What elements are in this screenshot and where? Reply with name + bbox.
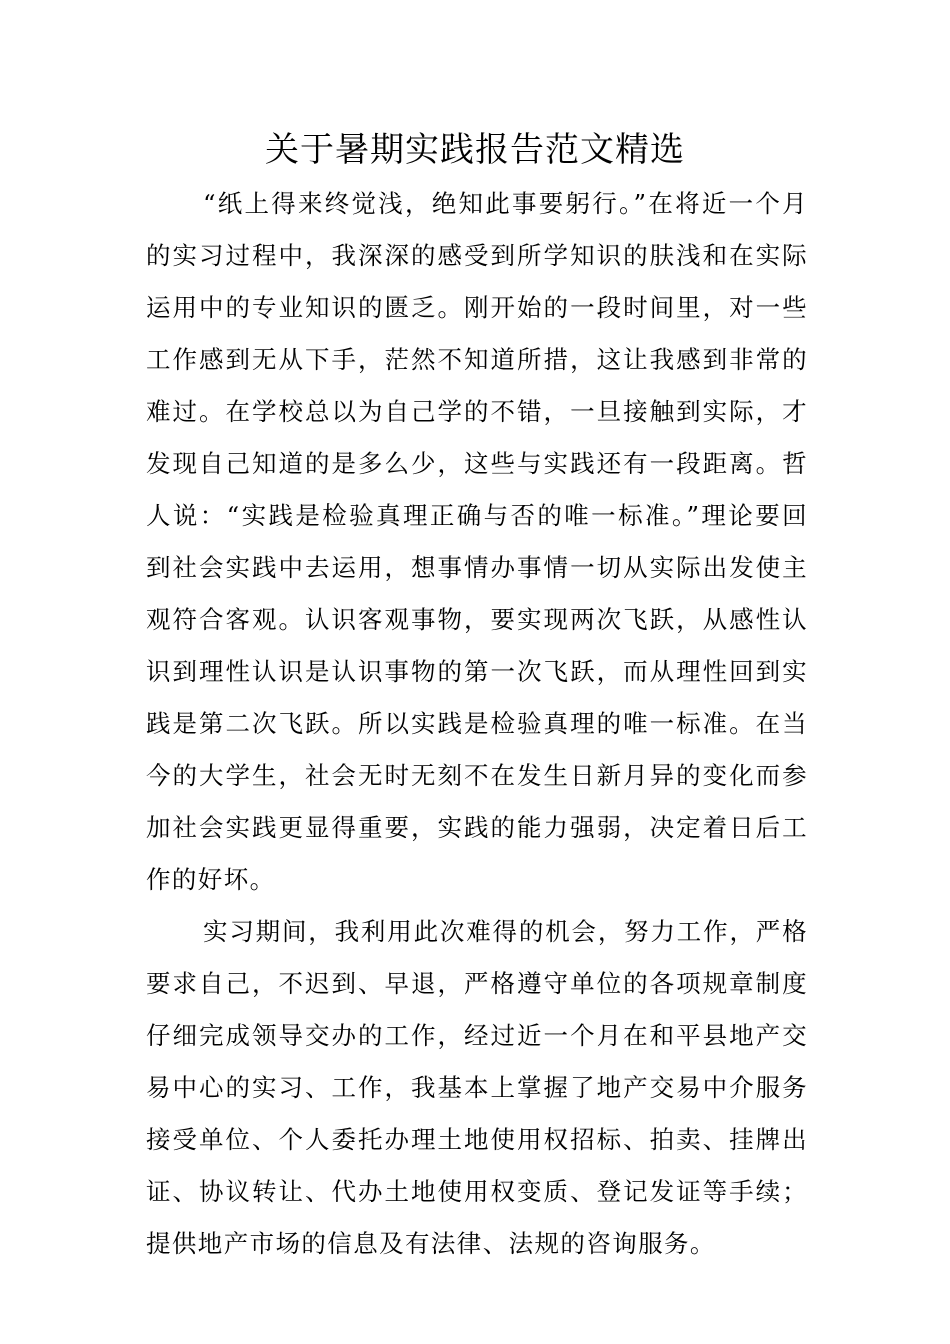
paragraph-1: “纸上得来终觉浅，绝知此事要躬行。”在将近一个月的实习过程中，我深深的感受到所学知识的肤浅和在实际运用中的专业知识的匮乏。刚开始的一段时间里，对一些工作感到无从下手，茫然不知道所措，这让我感到非常的难过。在学校总以为自己学的不错，一旦接触到实际，才发现自己知道的是多么少，这些与实践还有一段距离。哲人说：“实践是检验真理正确与否的唯一标准。”理论要回到社会实践中去运用，想事情办事情一切从实际出发使主观符合客观。认识客观事物，要实现两次飞跃，从感性认识到理性认识是认识事物的第一次飞跃，而从理性回到实践是第二次飞跃。所以实践是检验真理的唯一标准。在当今的大学生，社会无时无刻不在发生日新月异的变化而参加社会实践更显得重要，实践的能力强弱，决定着日后工作的好坏。 [146,189,808,894]
document-body [146,178,808,1270]
document-title: 关于暑期实践报告范文精选 [265,130,685,170]
paragraph-2: 实习期间，我利用此次难得的机会，努力工作，严格要求自己，不迟到、早退，严格遵守单位的各项规章制度仔细完成领导交办的工作，经过近一个月在和平县地产交易中心的实习、工作，我基本上掌握了地产交易中介服务接受单位、个人委托办理土地使用权招标、拍卖、挂牌出证、协议转让、代办土地使用权变质、登记发证等手续；提供地产市场的信息及有法律、法规的咨询服务。 [146,917,808,1258]
